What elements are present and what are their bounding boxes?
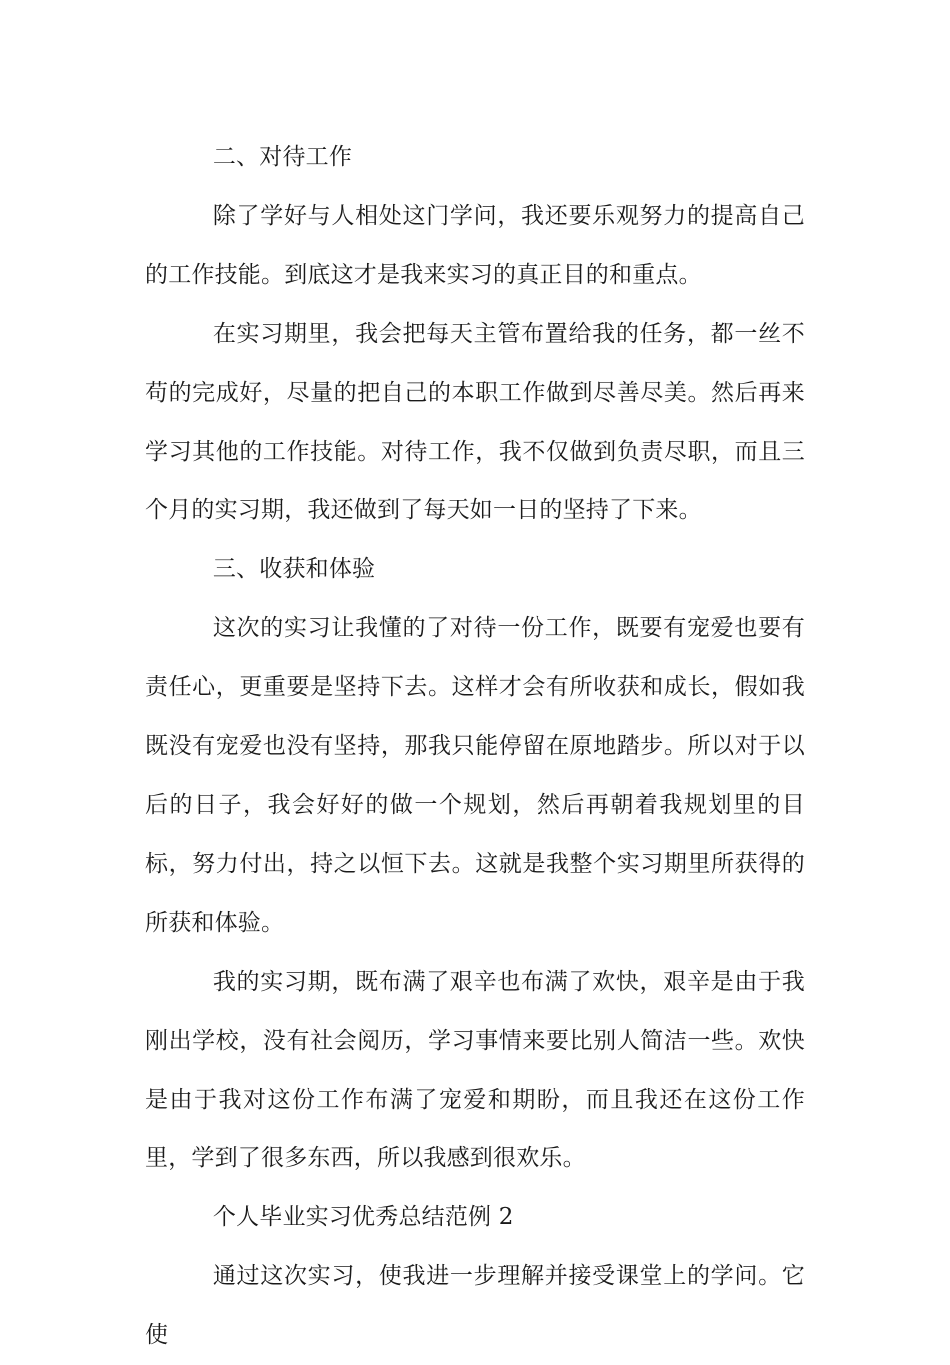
document-body: [145, 128, 805, 1365]
paragraph: 通过这次实习，使我进一步理解并接受课堂上的学问。它使: [145, 1263, 805, 1349]
section-heading-gains: 三、收获和体验: [212, 556, 376, 583]
example-title: 个人毕业实习优秀总结范例 2: [212, 1204, 514, 1231]
paragraph: 我的实习期，既布满了艰辛也布满了欢快，艰辛是由于我刚出学校，没有社会阅历，学习事情来要比别人简洁一些。欢快是由于我对这份工作布满了宠爱和期盼，而且我还在这份工作里，学到了很多东西，所以我感到很欢乐。: [145, 968, 805, 1172]
paragraph: 在实习期里，我会把每天主管布置给我的任务，都一丝不苟的完成好，尽量的把自己的本职工作做到尽善尽美。然后再来学习其他的工作技能。对待工作，我不仅做到负责尽职，而且三个月的实习期，我还做到了每天如一日的坚持了下来。: [145, 320, 805, 524]
paragraph: 这次的实习让我懂的了对待一份工作，既要有宠爱也要有责任心，更重要是坚持下去。这样才会有所收获和成长，假如我既没有宠爱也没有坚持，那我只能停留在原地踏步。所以对于以后的日子，我会好好的做一个规划，然后再朝着我规划里的目标，努力付出，持之以恒下去。这就是我整个实习期里所获得的所获和体验。: [145, 615, 805, 936]
paragraph: 除了学好与人相处这门学问，我还要乐观努力的提高自己的工作技能。到底这才是我来实习的真正目的和重点。: [145, 202, 805, 288]
section-heading-work: 二、对待工作: [212, 144, 353, 170]
